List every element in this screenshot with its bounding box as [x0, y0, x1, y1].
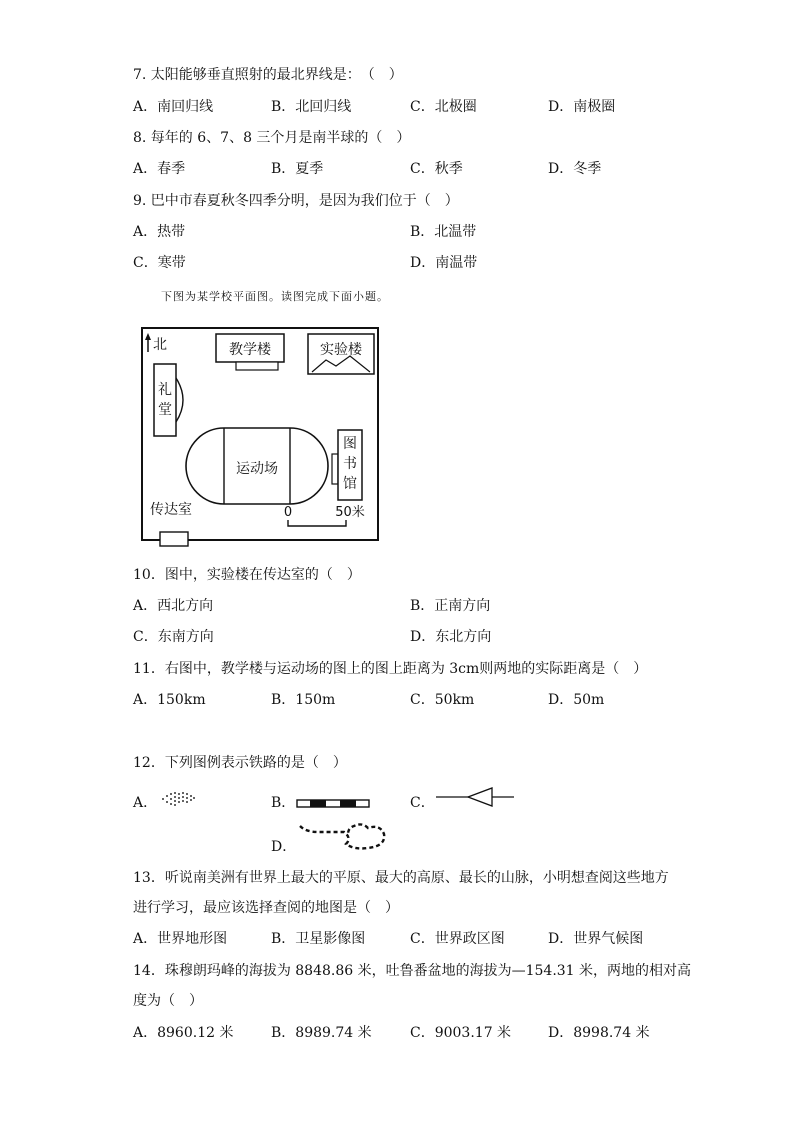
map-intro-text: 下图为某学校平面图。读图完成下面小题。	[161, 290, 389, 303]
q12-option-c[interactable]: C．	[410, 795, 435, 811]
legend-b-railway-icon	[296, 796, 372, 810]
school-map	[140, 326, 380, 548]
lab-building-label: 实验楼	[320, 342, 362, 358]
q13-option-d[interactable]: D．世界气候图	[548, 931, 644, 947]
q12-option-a[interactable]: A．	[133, 795, 158, 811]
q8-option-a[interactable]: A．春季	[133, 161, 186, 177]
legend-d-dashed-boundary-icon	[296, 820, 392, 854]
guard-room-label: 传达室	[150, 502, 192, 518]
q8-option-c[interactable]: C．秋季	[410, 161, 463, 177]
q8-option-b[interactable]: B．夏季	[271, 161, 324, 177]
q10-option-d[interactable]: D．东北方向	[410, 629, 492, 645]
teaching-building-annex	[236, 362, 278, 370]
auditorium-label-1: 礼	[158, 382, 172, 398]
q14-option-d[interactable]: D．8998.74 米	[548, 1025, 650, 1041]
q8-option-d[interactable]: D．冬季	[548, 161, 602, 177]
q7-option-a[interactable]: A．南回归线	[133, 99, 214, 115]
q13-option-c[interactable]: C．世界政区图	[410, 931, 505, 947]
q7-option-b[interactable]: B．北回归线	[271, 99, 352, 115]
question-11-stem: 11．右图中，教学楼与运动场的图上的图上距离为 3cm则两地的实际距离是（ ）	[133, 661, 648, 677]
q9-option-c[interactable]: C．寒带	[133, 255, 186, 271]
library-label-1: 图	[343, 436, 357, 452]
q13-option-b[interactable]: B．卫星影像图	[271, 931, 366, 947]
q11-option-d[interactable]: D．50m	[548, 692, 605, 708]
north-label: 北	[153, 337, 167, 353]
question-12-stem: 12．下列图例表示铁路的是（ ）	[133, 755, 347, 771]
q11-option-b[interactable]: B．150m	[271, 692, 336, 708]
question-14-stem-line1: 14．珠穆朗玛峰的海拔为 8848.86 米，吐鲁番盆地的海拔为—154.31 米，两地的相对高	[133, 963, 692, 979]
scale-zero-label: 0	[283, 505, 293, 520]
question-9-stem: 9. 巴中市春夏秋冬四季分明，是因为我们位于（ ）	[133, 193, 459, 209]
library-annex	[332, 454, 338, 484]
q10-option-a[interactable]: A．西北方向	[133, 598, 214, 614]
q7-option-c[interactable]: C．北极圈	[410, 99, 477, 115]
auditorium-label-2: 堂	[158, 402, 172, 418]
teaching-building-label: 教学楼	[229, 342, 271, 358]
q10-option-c[interactable]: C．东南方向	[133, 629, 214, 645]
question-7-stem: 7. 太阳能够垂直照射的最北界线是： （ ）	[133, 67, 403, 83]
q14-option-c[interactable]: C．9003.17 米	[410, 1025, 512, 1041]
q13-option-a[interactable]: A．世界地形图	[133, 931, 228, 947]
library-label-2: 书	[343, 456, 357, 472]
question-10-stem: 10．图中，实验楼在传达室的（ ）	[133, 567, 361, 583]
q9-option-d[interactable]: D．南温带	[410, 255, 478, 271]
legend-a-dotted-area-icon	[158, 788, 198, 810]
question-14-stem-line2: 度为（ ）	[133, 993, 203, 1009]
q11-option-c[interactable]: C．50km	[410, 692, 475, 708]
question-13-stem-line2: 进行学习，最应该选择查阅的地图是（ ）	[133, 900, 399, 916]
q11-option-a[interactable]: A．150km	[133, 692, 206, 708]
q14-option-a[interactable]: A．8960.12 米	[133, 1025, 234, 1041]
guard-room	[160, 532, 188, 546]
sports-field-label: 运动场	[236, 461, 278, 477]
question-13-stem-line1: 13．听说南美洲有世界上最大的平原、最大的高原、最长的山脉，小明想查阅这些地方	[133, 870, 669, 886]
q12-option-d[interactable]: D．	[271, 839, 297, 855]
q9-option-b[interactable]: B．北温带	[410, 224, 477, 240]
q9-option-a[interactable]: A．热带	[133, 224, 186, 240]
question-8-stem: 8. 每年的 6、7、8 三个月是南半球的（ ）	[133, 130, 411, 146]
auditorium	[154, 364, 176, 436]
q14-option-b[interactable]: B．8989.74 米	[271, 1025, 372, 1041]
legend-c-arrow-icon	[434, 786, 516, 810]
scale-end-label: 50米	[335, 505, 365, 520]
q12-option-b[interactable]: B．	[271, 795, 296, 811]
library-label-3: 馆	[343, 476, 357, 492]
q10-option-b[interactable]: B．正南方向	[410, 598, 491, 614]
q7-option-d[interactable]: D．南极圈	[548, 99, 616, 115]
